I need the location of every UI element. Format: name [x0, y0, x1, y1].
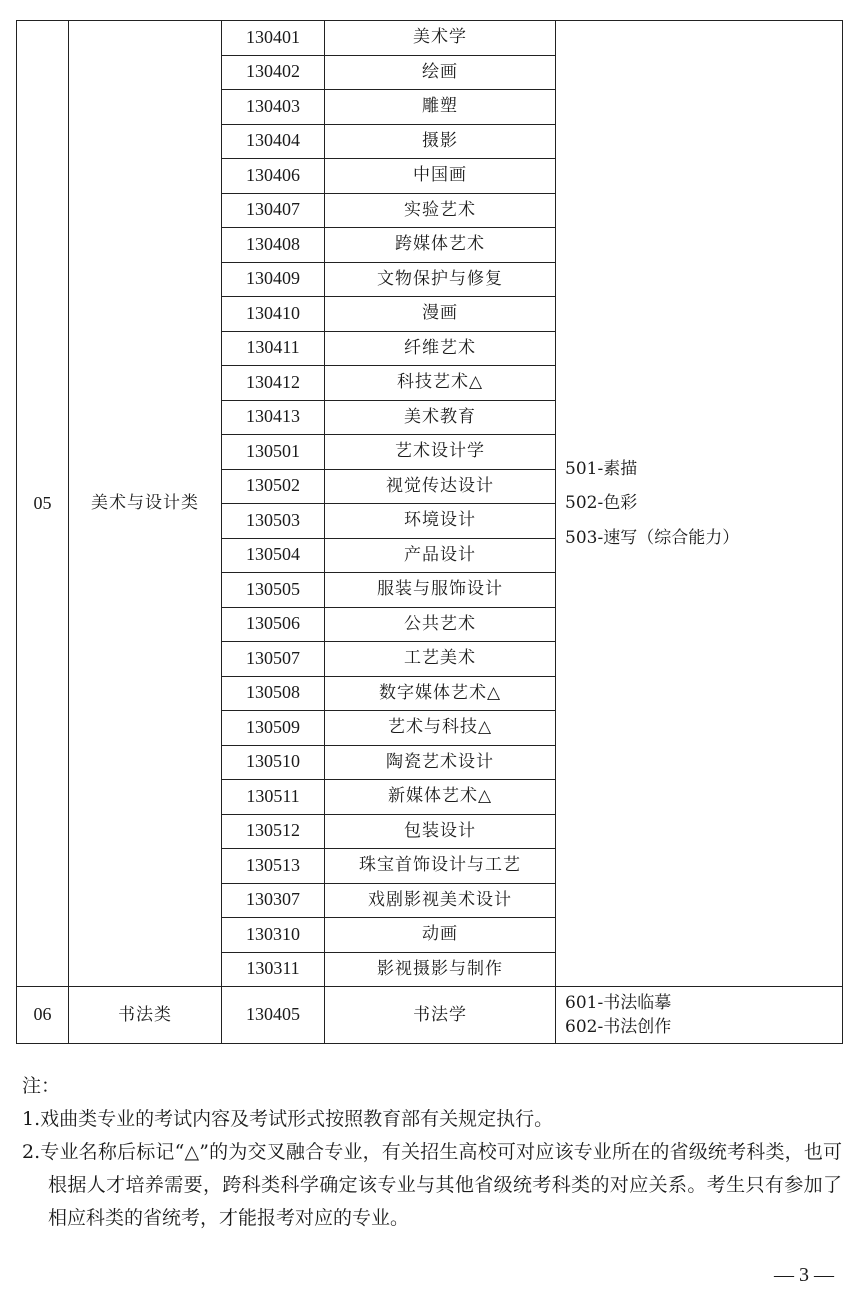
- majors-table: [16, 20, 843, 1044]
- major-code: 130310: [222, 918, 325, 953]
- exam-subjects: [556, 21, 843, 987]
- major-name: 艺术与科技△: [325, 711, 556, 746]
- note-item-2: 2.专业名称后标记“△”的为交叉融合专业，有关招生高校可对应该专业所在的省级统考科类，也可根据人才培养需要，跨科类科学确定该专业与其他省级统考科类的对应关系。考生只有参加了相应科类的省统考，才能报考对应的专业。: [22, 1141, 842, 1229]
- major-name: 戏剧影视美术设计: [325, 883, 556, 918]
- major-code: 130411: [222, 331, 325, 366]
- exam-subject: 502-色彩: [565, 493, 638, 514]
- major-name: 美术教育: [325, 400, 556, 435]
- major-name: 文物保护与修复: [325, 262, 556, 297]
- exam-subject: 503-速写（综合能力）: [565, 527, 740, 548]
- major-code: 130505: [222, 573, 325, 608]
- major-code: 130513: [222, 849, 325, 884]
- category-number: 05: [17, 21, 69, 987]
- major-name: 摄影: [325, 124, 556, 159]
- major-code: 130404: [222, 124, 325, 159]
- exam-subjects: [556, 987, 843, 1044]
- major-code: 130508: [222, 676, 325, 711]
- category-number: 06: [17, 987, 69, 1044]
- category-name: 书法类: [69, 987, 222, 1044]
- major-name: 陶瓷艺术设计: [325, 745, 556, 780]
- major-name: 视觉传达设计: [325, 469, 556, 504]
- table-row: [17, 21, 843, 56]
- major-name: 公共艺术: [325, 607, 556, 642]
- major-code: 130401: [222, 21, 325, 56]
- major-name: 雕塑: [325, 90, 556, 125]
- major-code: 130507: [222, 642, 325, 677]
- major-name: 中国画: [325, 159, 556, 194]
- major-name: 实验艺术: [325, 193, 556, 228]
- major-name: 跨媒体艺术: [325, 228, 556, 263]
- exam-subject: 602-书法创作: [565, 1016, 672, 1037]
- notes-title: 注：: [22, 1075, 61, 1097]
- page-number: — 3 —: [774, 1264, 834, 1286]
- major-name: 新媒体艺术△: [325, 780, 556, 815]
- major-code: 130502: [222, 469, 325, 504]
- major-name: 动画: [325, 918, 556, 953]
- major-code: 130402: [222, 55, 325, 90]
- table-row: [17, 987, 843, 1044]
- major-name: 工艺美术: [325, 642, 556, 677]
- notes-section: [22, 1070, 842, 1235]
- major-code: 130405: [222, 987, 325, 1044]
- major-code: 130510: [222, 745, 325, 780]
- major-code: 130403: [222, 90, 325, 125]
- major-code: 130311: [222, 952, 325, 987]
- majors-table-body: [17, 21, 843, 1044]
- major-code: 130504: [222, 538, 325, 573]
- major-name: 纤维艺术: [325, 331, 556, 366]
- exam-subject: 601-书法临摹: [565, 993, 672, 1014]
- major-name: 绘画: [325, 55, 556, 90]
- exam-subject: 501-素描: [565, 458, 638, 479]
- major-code: 130501: [222, 435, 325, 470]
- major-name: 服装与服饰设计: [325, 573, 556, 608]
- major-name: 珠宝首饰设计与工艺: [325, 849, 556, 884]
- major-code: 130408: [222, 228, 325, 263]
- major-name: 科技艺术△: [325, 366, 556, 401]
- major-code: 130307: [222, 883, 325, 918]
- major-name: 漫画: [325, 297, 556, 332]
- major-code: 130509: [222, 711, 325, 746]
- major-name: 包装设计: [325, 814, 556, 849]
- category-name: 美术与设计类: [69, 21, 222, 987]
- major-code: 130506: [222, 607, 325, 642]
- note-item-1: 1.戏曲类专业的考试内容及考试形式按照教育部有关规定执行。: [22, 1108, 554, 1130]
- major-name: 美术学: [325, 21, 556, 56]
- major-name: 艺术设计学: [325, 435, 556, 470]
- major-code: 130410: [222, 297, 325, 332]
- major-name: 数字媒体艺术△: [325, 676, 556, 711]
- major-name: 环境设计: [325, 504, 556, 539]
- major-code: 130407: [222, 193, 325, 228]
- major-code: 130406: [222, 159, 325, 194]
- major-code: 130503: [222, 504, 325, 539]
- major-code: 130413: [222, 400, 325, 435]
- major-code: 130409: [222, 262, 325, 297]
- major-name: 书法学: [325, 987, 556, 1044]
- major-code: 130412: [222, 366, 325, 401]
- major-code: 130512: [222, 814, 325, 849]
- major-name: 影视摄影与制作: [325, 952, 556, 987]
- major-name: 产品设计: [325, 538, 556, 573]
- major-code: 130511: [222, 780, 325, 815]
